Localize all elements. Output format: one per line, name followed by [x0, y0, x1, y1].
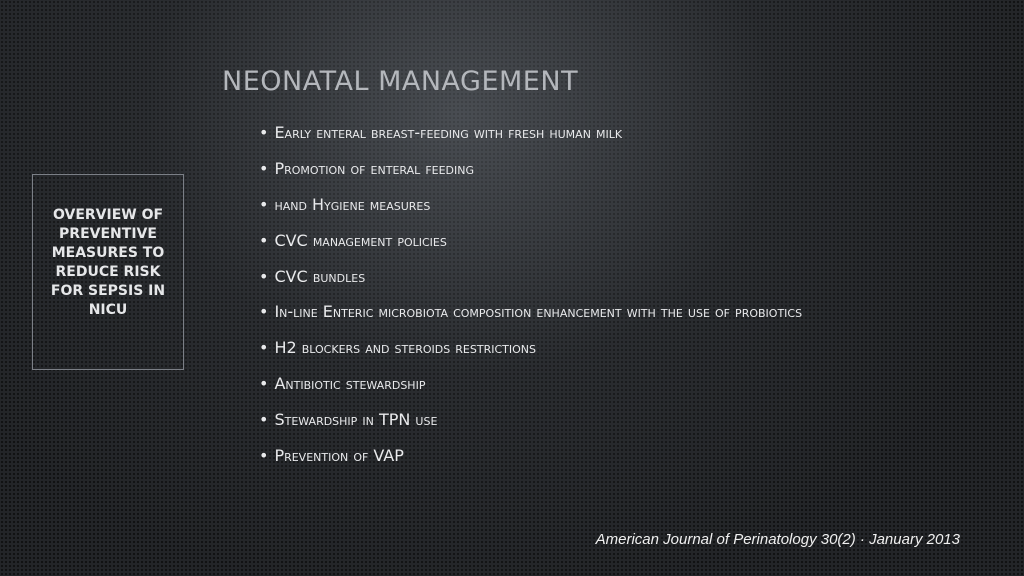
bullet-text: CVC bundles	[274, 266, 366, 286]
bullet-dot: •	[259, 338, 269, 358]
bullet-dot: •	[259, 409, 269, 429]
sidebar-title: OVERVIEW OF PREVENTIVE MEASURES TO REDUCE RISK FOR SEPSIS IN NICU	[50, 207, 166, 318]
bullet-dot: •	[259, 302, 269, 322]
bullet-text: Antibiotic stewardship	[274, 373, 426, 393]
bullet-text: hand Hygiene measures	[274, 194, 431, 214]
bullet-text: Prevention of VAP	[274, 445, 404, 465]
bullet-item	[259, 437, 802, 473]
sidebar-box	[32, 174, 184, 370]
bullet-dot: •	[259, 159, 269, 179]
bullet-item	[259, 258, 802, 294]
citation: American Journal of Perinatology 30(2) · January 2013	[595, 531, 960, 548]
bullet-text: Stewardship in TPN use	[274, 409, 438, 429]
bullet-dot: •	[259, 230, 269, 250]
bullet-item	[259, 222, 802, 258]
bullet-item	[259, 366, 802, 402]
bullet-dot: •	[259, 266, 269, 286]
bullet-item	[259, 330, 802, 366]
bullet-text: Promotion of enteral feeding	[274, 159, 475, 179]
bullet-dot: •	[259, 123, 269, 143]
bullet-text: H2 blockers and steroids restrictions	[274, 338, 536, 358]
bullet-text: CVC management policies	[274, 230, 447, 250]
bullet-item	[259, 187, 802, 223]
bullet-dot: •	[259, 373, 269, 393]
bullet-item	[259, 294, 802, 330]
bullet-dot: •	[259, 445, 269, 465]
bullet-text: Early enteral breast-feeding with fresh human milk	[274, 123, 623, 143]
slide-title: NEONATAL MANAGEMENT	[222, 66, 579, 97]
bullet-dot: •	[259, 194, 269, 214]
bullet-item	[259, 401, 802, 437]
bullet-text: In-line Enteric microbiota composition enhancement with the use of probiotics	[274, 302, 803, 322]
bullet-item	[259, 151, 802, 187]
bullet-list	[259, 115, 802, 473]
bullet-item	[259, 115, 802, 151]
